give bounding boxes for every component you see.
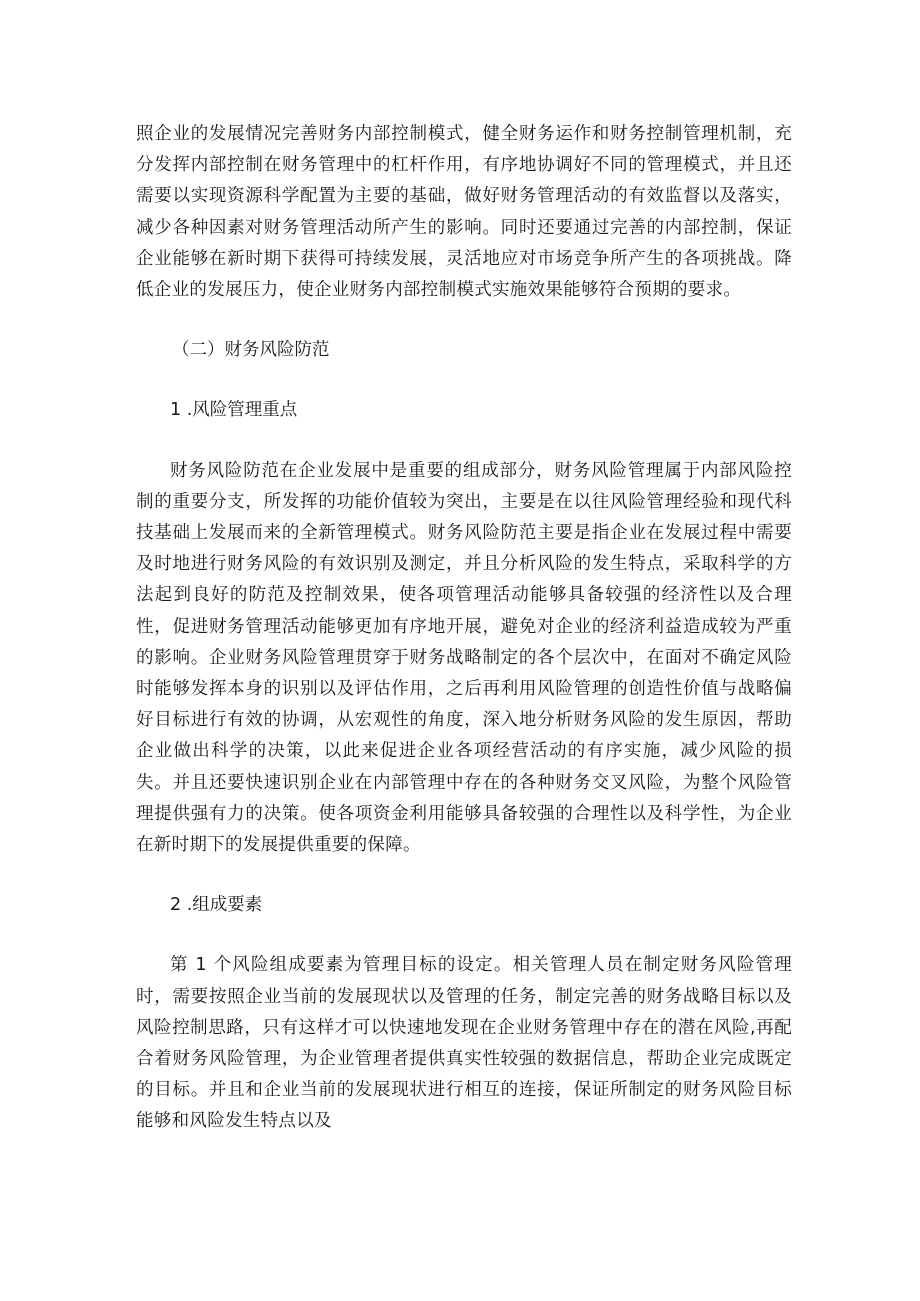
risk-management-paragraph: 财务风险防范在企业发展中是重要的组成部分，财务风险管理属于内部风险控制的重要分支，所发挥的功能价值较为突出，主要是在以往风险管理经验和现代科技基础上发展而来的全新管理模式。财务风险防范主要是指企业在发展过程中需要及时地进行财务风险的有效识别及测定，并且分析风险的发生特点，采取科学的方法起到良好的防范及控制效果，使各项管理活动能够具备较强的经济性以及合理性，促进财务管理活动能够更加有序地开展，避免对企业的经济利益造成较为严重的影响。企业财务风险管理贯穿于财务战略制定的各个层次中，在面对不确定风险时能够发挥本身的识别以及评估作用，之后再利用风险管理的创造性价值与战略偏好目标进行有效的协调，从宏观性的角度，深入地分析财务风险的发生原因，帮助企业做出科学的决策，以此来促进企业各项经营活动的有序实施，减少风险的损失。并且还要快速识别企业在内部管理中存在的各种财务交叉风险，为整个风险管理提供强有力的决策。使各项资金利用能够具备较强的合理性以及科学性，为企业在新时期下的发展提供重要的保障。 [136, 460, 792, 856]
intro-paragraph: 照企业的发展情况完善财务内部控制模式，健全财务运作和财务控制管理机制，充分发挥内部控制在财务管理中的杠杆作用，有序地协调好不同的管理模式，并且还需要以实现资源科学配置为主要的基础，做好财务管理活动的有效监督以及落实，减少各种因素对财务管理活动所产生的影响。同时还要通过完善的内部控制，保证企业能够在新时期下获得可持续发展，灵活地应对市场竞争所产生的各项挑战。降低企业的发展压力，使企业财务内部控制模式实施效果能够符合预期的要求。 [136, 124, 792, 301]
document-body [136, 119, 792, 1138]
subheading-risk-management-focus: 1 .风险管理重点 [170, 400, 298, 421]
subheading-components: 2 .组成要素 [170, 895, 263, 916]
section-heading: （二）财务风险防范 [172, 340, 330, 361]
components-paragraph: 第 1 个风险组成要素为管理目标的设定。相关管理人员在制定财务风险管理时，需要按照企业当前的发展现状以及管理的任务，制定完善的财务战略目标以及风险控制思路，只有这样才可以快速地发现在企业财务管理中存在的潜在风险,再配合着财务风险管理，为企业管理者提供真实性较强的数据信息，帮助企业完成既定的目标。并且和企业当前的发展现状进行相互的连接，保证所制定的财务风险目标能够和风险发生特点以及 [136, 955, 792, 1132]
